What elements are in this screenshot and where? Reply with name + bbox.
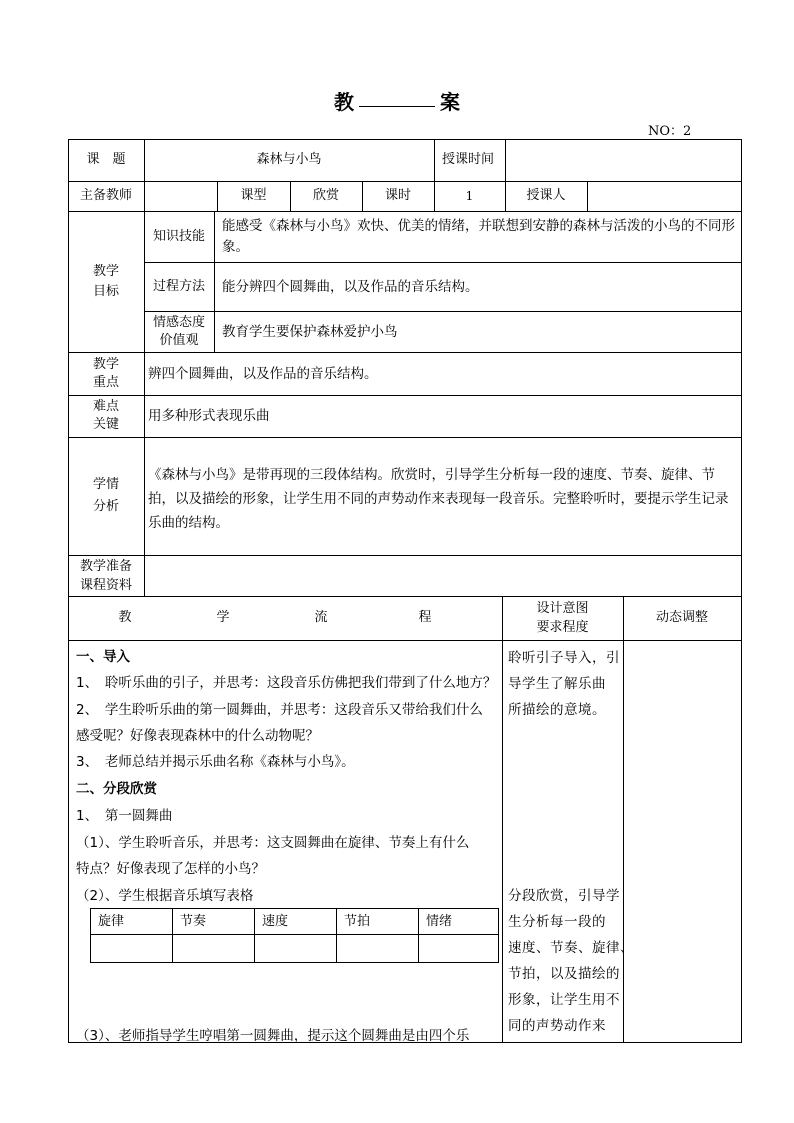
design-note-1-line: 导学生了解乐曲	[508, 676, 606, 692]
emotion-label-line2: 价值观	[159, 332, 199, 348]
goals-label-line1: 教学	[92, 263, 119, 279]
table-cell-meter[interactable]	[337, 935, 417, 962]
knowledge-label: 知识技能	[152, 228, 205, 244]
type-label: 课型	[240, 188, 267, 203]
design-note-2	[508, 883, 634, 1039]
instructor-value[interactable]	[587, 181, 741, 211]
document-title	[0, 86, 794, 115]
design-note-1-line: 所描绘的意境。	[508, 702, 606, 718]
table-header-melody: 旋律	[98, 913, 125, 929]
focus-label-line2: 重点	[92, 374, 119, 390]
section2-sub2: （2）、学生根据音乐填写表格	[76, 888, 254, 904]
design-note-2-line: 生分析每一段的	[508, 914, 606, 930]
section2-sub1a: （1）、学生聆听音乐，并思考：这支圆舞曲在旋律、节奏上有什么	[76, 835, 470, 851]
document-number: NO：2	[648, 124, 692, 139]
design-note-1-line: 聆听引子导入，引	[508, 650, 620, 666]
hours-label: 课时	[384, 188, 411, 203]
flow-header-char1: 教	[118, 610, 132, 625]
knowledge-text: 能感受《森林与小鸟》欢快、优美的情绪，并联想到安静的森林与活泼的小鸟的不同形象。	[222, 217, 735, 255]
table-cell-melody[interactable]	[91, 935, 171, 962]
goals-label	[68, 211, 144, 352]
table-cell-tempo[interactable]	[255, 935, 335, 962]
teacher-value[interactable]	[144, 181, 217, 211]
adjust-header: 动态调整	[655, 610, 708, 625]
analysis-label-line1: 学情	[92, 477, 119, 492]
difficulty-label-line1: 难点	[92, 399, 119, 414]
focus-text: 辨四个圆舞曲，以及作品的音乐结构。	[148, 365, 378, 382]
title-char-left: 教	[334, 90, 354, 114]
difficulty-label	[68, 395, 144, 437]
section1-title: 一、导入	[76, 649, 130, 665]
lesson-value: 森林与小鸟	[256, 152, 322, 167]
prep-label-line2: 课程资料	[79, 577, 132, 593]
difficulty-label-line2: 关键	[92, 417, 119, 432]
design-note-1	[508, 645, 620, 723]
prep-label-line1: 教学准备	[79, 558, 132, 574]
table-cell-rhythm[interactable]	[173, 935, 253, 962]
goals-label-line2: 目标	[92, 283, 119, 299]
design-header-line1: 设计意图	[536, 601, 589, 616]
section1-item2a: 2、 学生聆听乐曲的第一圆舞曲，并思考：这段音乐又带给我们什么	[76, 702, 483, 718]
time-value[interactable]	[505, 139, 741, 181]
focus-label-line1: 教学	[92, 356, 119, 372]
title-char-right: 案	[440, 90, 460, 114]
section2-item1: 1、 第一圆舞曲	[76, 808, 173, 824]
analysis-text: 《森林与小鸟》是带再现的三段体结构。欣赏时，引导学生分析每一段的速度、节奏、旋律、节拍，以及描绘的形象，让学生用不同的声势动作来表现每一段音乐。完整聆听时，要提示学生记录乐曲的结构。	[148, 467, 729, 531]
time-label: 授课时间	[442, 152, 495, 167]
table-cell-mood[interactable]	[419, 935, 497, 962]
section2-title: 二、分段欣赏	[76, 781, 157, 797]
table-header-mood: 情绪	[426, 913, 453, 929]
prep-label	[68, 555, 144, 596]
teacher-label: 主备教师	[79, 188, 132, 203]
emotion-text: 教育学生要保护森林爱护小鸟	[222, 323, 398, 340]
design-note-2-line: 形象，让学生用不	[508, 992, 620, 1008]
lesson-label: 课 题	[86, 152, 126, 167]
flow-header-char4: 程	[418, 610, 432, 625]
type-value: 欣赏	[312, 188, 339, 203]
analysis-label	[68, 437, 144, 555]
title-underline	[359, 105, 435, 107]
section2-sub1b: 特点？好像表现了怎样的小鸟？	[76, 861, 265, 877]
table-header-rhythm: 节奏	[180, 913, 207, 929]
focus-label	[68, 352, 144, 395]
flow-header-char2: 学	[216, 610, 230, 625]
design-header-line2: 要求程度	[536, 620, 589, 635]
difficulty-text: 用多种形式表现乐曲	[148, 408, 270, 424]
section2-sub3: （3）、老师指导学生哼唱第一圆舞曲，提示这个圆舞曲是由四个乐	[76, 1028, 470, 1044]
flow-header-char3: 流	[314, 610, 328, 625]
section1-item2b: 感受呢？好像表现森林中的什么动物呢？	[76, 728, 319, 744]
emotion-label-line1: 情感态度	[152, 314, 205, 330]
design-note-2-line: 分段欣赏，引导学	[508, 888, 620, 904]
process-text: 能分辨四个圆舞曲，以及作品的音乐结构。	[222, 278, 479, 295]
process-label: 过程方法	[152, 278, 205, 294]
section1-item3: 3、 老师总结并揭示乐曲名称《森林与小鸟》。	[76, 754, 355, 770]
section1-item1: 1、 聆听乐曲的引子，并思考：这段音乐仿佛把我们带到了什么地方？	[76, 675, 497, 691]
instructor-label: 授课人	[526, 188, 566, 203]
hours-value: 1	[465, 189, 474, 203]
design-header	[502, 596, 623, 640]
table-header-tempo: 速度	[262, 913, 289, 929]
table-header-meter: 节拍	[344, 913, 371, 929]
emotion-label	[144, 311, 214, 352]
design-note-2-line: 节拍，以及描绘的	[508, 966, 620, 982]
prep-value[interactable]	[144, 555, 741, 596]
design-note-2-line: 速度、节奏、旋律、	[508, 940, 634, 956]
analysis-label-line2: 分析	[92, 499, 119, 514]
design-note-2-line: 同的声势动作来	[508, 1018, 606, 1034]
